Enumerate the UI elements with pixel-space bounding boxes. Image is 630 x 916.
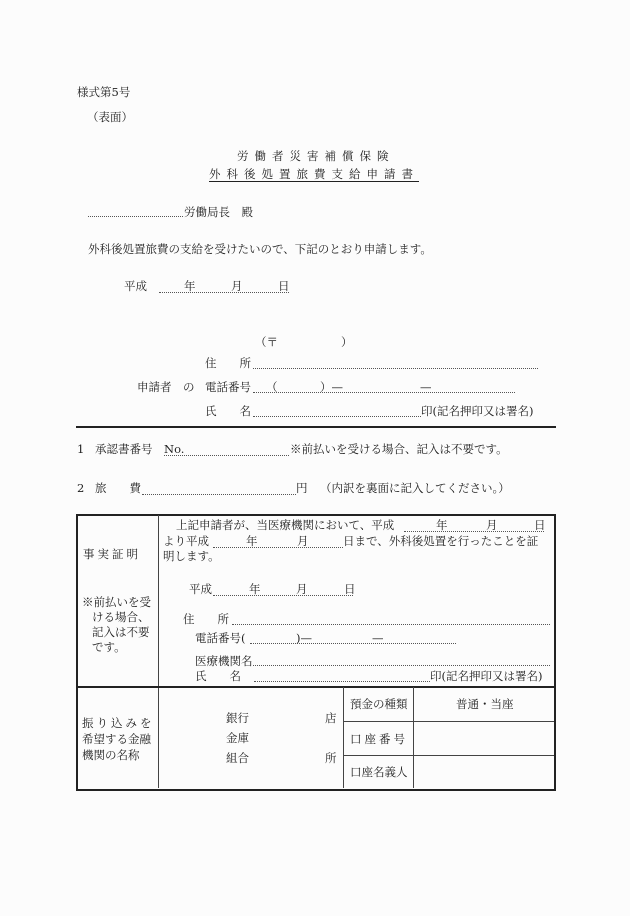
item2-label: 旅 費 xyxy=(95,481,141,495)
account-holder-field[interactable] xyxy=(420,765,550,779)
certification-heading: 事実証明 xyxy=(83,547,141,561)
bank-heading-1: 振り込みを xyxy=(82,716,155,730)
address-field[interactable] xyxy=(253,368,538,369)
date-field[interactable] xyxy=(159,292,289,293)
cert-note-4: です。 xyxy=(92,640,126,654)
deposit-type-label: 預金の種類 xyxy=(350,697,408,711)
cert-start-month: 月 xyxy=(486,518,498,532)
cert-end-month: 月 xyxy=(297,534,309,548)
branch-label-ten: 店 xyxy=(325,711,337,725)
phone-dash: — xyxy=(420,380,432,394)
cert-date-day: 日 xyxy=(344,582,356,596)
cert-address-field[interactable] xyxy=(232,624,550,625)
travel-expense-field[interactable] xyxy=(142,494,296,495)
account-number-label: 口座番号 xyxy=(350,732,408,746)
date-month: 月 xyxy=(231,279,243,293)
cert-text-line3: 明します。 xyxy=(163,549,220,563)
bank-heading-3: 機関の名称 xyxy=(82,748,140,762)
cert-text-line2-prefix: より平成 xyxy=(163,534,209,548)
postal-open: （〒 xyxy=(255,335,278,349)
branch-label-sho: 所 xyxy=(325,751,337,765)
certification-table xyxy=(76,514,556,791)
account-number-field[interactable] xyxy=(420,732,550,746)
item2-unit: 円 xyxy=(296,481,308,495)
bank-row-divider-2 xyxy=(343,755,554,756)
cert-note-3: 記入は不要 xyxy=(92,625,150,639)
postal-close: ） xyxy=(341,335,353,349)
cert-end-date-field[interactable] xyxy=(213,547,343,548)
approval-number-field[interactable] xyxy=(164,455,289,456)
cert-text-line1: 上記申請者が、当医療機関において、平成 xyxy=(176,518,395,532)
item1-prefix: No. xyxy=(164,442,185,456)
address-label: 住 所 xyxy=(205,356,251,370)
seal-label: 印(記名押印又は署名) xyxy=(421,404,534,418)
col-divider-2 xyxy=(343,687,344,788)
addressee-suffix: 労働局長 殿 xyxy=(184,205,253,219)
date-year: 年 xyxy=(184,279,196,293)
item1-note: ※前払いを受ける場合、記入は不要です。 xyxy=(290,442,508,456)
cert-date-era: 平成 xyxy=(189,582,212,596)
section-divider xyxy=(76,426,556,428)
cert-start-year: 年 xyxy=(436,518,448,532)
cert-institution-field[interactable] xyxy=(253,665,550,666)
cert-note-2: ける場合、 xyxy=(92,610,150,624)
cert-phone-dash: — xyxy=(372,631,384,645)
bank-type-shinkin: 金庫 xyxy=(226,731,249,745)
cert-institution-label: 医療機関名 xyxy=(195,654,253,668)
phone-field[interactable] xyxy=(253,392,515,393)
name-label: 氏 名 xyxy=(205,404,251,418)
deposit-type-value[interactable]: 普通・当座 xyxy=(456,697,514,711)
bureau-field[interactable] xyxy=(88,216,183,217)
account-holder-label: 口座名義人 xyxy=(350,765,408,779)
col-divider-3 xyxy=(413,687,414,788)
date-era: 平成 xyxy=(124,279,147,293)
cert-note-1: ※前払いを受 xyxy=(82,595,151,609)
cert-date-field[interactable] xyxy=(213,595,353,596)
cert-phone-close: )— xyxy=(296,631,312,645)
col-divider-1 xyxy=(158,515,159,788)
date-day: 日 xyxy=(278,279,290,293)
item1-label: 承認書番号 xyxy=(95,442,153,456)
cert-phone-label: 電話番号( xyxy=(195,631,246,645)
row-divider xyxy=(77,686,554,688)
name-field[interactable] xyxy=(253,416,421,417)
form-number: 様式第5号 xyxy=(77,85,131,99)
cert-text-line2-suffix: 日まで、外科後処置を行ったことを証 xyxy=(343,534,539,548)
cert-phone-field[interactable] xyxy=(250,643,456,644)
phone-close: ）— xyxy=(320,380,343,394)
title-line2: 外科後処置旅費支給申請書 xyxy=(209,167,419,181)
phone-label: 電話番号 xyxy=(205,380,251,394)
item2-num: 2 xyxy=(77,481,85,495)
phone-open: （ xyxy=(266,380,278,394)
side-label: （表面） xyxy=(87,110,133,124)
item1-num: 1 xyxy=(77,442,85,456)
cert-end-year: 年 xyxy=(246,534,258,548)
bank-heading-2: 希望する金融 xyxy=(82,732,151,746)
bank-type-kumiai: 組合 xyxy=(226,751,249,765)
bank-row-divider-1 xyxy=(343,721,554,722)
cert-date-year: 年 xyxy=(249,582,261,596)
intro-text: 外科後処置旅費の支給を受けたいので、下記のとおり申請します。 xyxy=(88,242,432,256)
applicant-label: 申請者 の xyxy=(137,380,195,394)
cert-name-field[interactable] xyxy=(254,681,430,682)
cert-address-label: 住 所 xyxy=(183,612,229,626)
item2-note: （内訳を裏面に記入してください。） xyxy=(320,481,510,495)
cert-name-label: 氏 名 xyxy=(195,669,241,683)
cert-start-date-field[interactable] xyxy=(404,531,544,532)
cert-seal-label: 印(記名押印又は署名) xyxy=(430,669,543,683)
cert-date-month: 月 xyxy=(296,582,308,596)
cert-start-day: 日 xyxy=(534,518,546,532)
title-line1: 労働者災害補償保険 xyxy=(237,149,395,163)
bank-type-bank: 銀行 xyxy=(226,711,249,725)
